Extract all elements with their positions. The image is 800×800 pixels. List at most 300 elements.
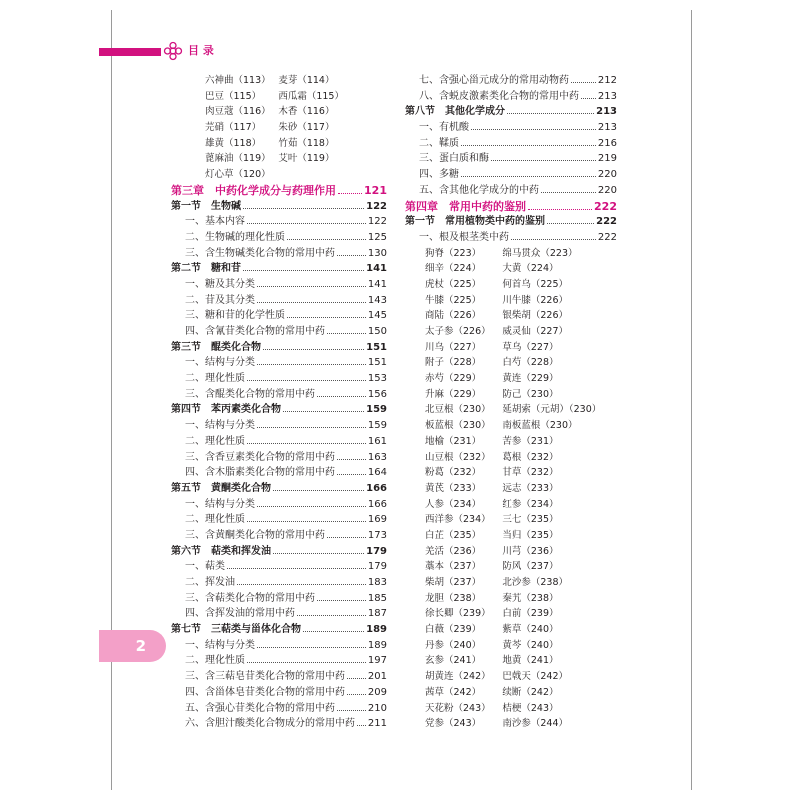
herb-entry: 防己（230） xyxy=(502,388,559,400)
toc-entry-title: 二、鞣质 xyxy=(419,137,459,149)
toc-subsection xyxy=(171,575,387,591)
herb-entry: 紫草（240） xyxy=(502,624,559,636)
toc-page-number: 169 xyxy=(367,514,387,526)
herb-entry: 细辛（224） xyxy=(425,263,482,275)
header-bar xyxy=(99,48,161,56)
toc-entry-title: 七、含强心甾元成分的常用动物药 xyxy=(419,75,569,86)
toc-page-number: 201 xyxy=(367,671,387,683)
toc-leader-dots xyxy=(247,371,366,381)
toc-leader-dots xyxy=(297,606,366,616)
toc-page-number: 159 xyxy=(366,404,387,416)
toc-page-number: 185 xyxy=(367,592,387,604)
toc-leader-dots xyxy=(287,308,366,318)
toc-page-number: 164 xyxy=(367,467,387,479)
toc-subsection xyxy=(171,230,387,246)
herb-entry: 胡黄连（242） xyxy=(425,671,491,683)
toc-subsection xyxy=(171,512,387,528)
toc-entry-title: 五、含其他化学成分的中药 xyxy=(419,184,539,196)
toc-herb-row xyxy=(405,246,617,262)
toc-leader-dots xyxy=(273,544,364,554)
toc-leader-dots xyxy=(237,575,366,585)
toc-subsection xyxy=(405,151,617,167)
toc-subsection xyxy=(171,606,387,622)
herb-entry: 南沙参（244） xyxy=(502,718,569,730)
toc-herb-row xyxy=(405,701,617,717)
toc-entry-title: 第二节 糖和苷 xyxy=(171,263,241,275)
herb-entry: 防风（237） xyxy=(502,561,559,573)
herb-entry: 远志（233） xyxy=(502,482,559,494)
herb-entry: 木香（116） xyxy=(278,106,335,118)
toc-leader-dots xyxy=(507,104,594,114)
toc-herb-row xyxy=(405,434,617,450)
toc-leader-dots xyxy=(461,167,596,177)
toc-subsection xyxy=(171,418,387,434)
toc-entry-title: 第三章 中药化学成分与药理作用 xyxy=(171,183,336,197)
toc-entry-title: 四、多糖 xyxy=(419,169,459,181)
toc-page-number: 151 xyxy=(366,341,387,353)
toc-entry-title: 二、理化性质 xyxy=(185,373,245,385)
toc-page-number: 122 xyxy=(366,200,387,212)
toc-leader-dots xyxy=(337,701,366,711)
toc-herb-row xyxy=(405,418,617,434)
toc-herb-row xyxy=(171,89,387,105)
toc-subsection xyxy=(171,434,387,450)
toc-entry-title: 二、生物碱的理化性质 xyxy=(185,231,285,243)
toc-leader-dots xyxy=(287,230,366,240)
toc-page-number: 121 xyxy=(364,183,387,197)
toc-herb-row xyxy=(405,575,617,591)
toc-right-column xyxy=(405,73,617,732)
toc-entry-title: 第四节 苯丙素类化合物 xyxy=(171,404,281,416)
herb-entry: 商陆（226） xyxy=(425,310,482,322)
herb-entry: 地黄（241） xyxy=(502,655,559,667)
toc-leader-dots xyxy=(283,402,364,412)
herb-entry: 川芎（236） xyxy=(502,545,559,557)
toc-herb-row xyxy=(405,653,617,669)
toc-entry-title: 六、含胆汁酸类化合物成分的常用中药 xyxy=(185,718,355,730)
herb-entry: 大黄（224） xyxy=(502,263,559,275)
toc-entry-title: 三、糖和苷的化学性质 xyxy=(185,310,285,322)
toc-leader-dots xyxy=(327,324,366,334)
toc-leader-dots xyxy=(243,261,364,271)
herb-entry: 何首乌（225） xyxy=(502,278,569,290)
toc-entry-title: 三、含生物碱类化合物的常用中药 xyxy=(185,247,335,259)
herb-entry: 板蓝根（230） xyxy=(425,420,491,432)
toc-entry-title: 二、挥发油 xyxy=(185,577,235,588)
toc-herb-row xyxy=(405,371,617,387)
toc-page-number: 161 xyxy=(367,435,387,447)
toc-entry-title: 四、含挥发油的常用中药 xyxy=(185,608,295,620)
toc-page-number: 183 xyxy=(367,577,387,588)
toc-leader-dots xyxy=(247,434,366,444)
toc-page-number: 145 xyxy=(367,310,387,322)
toc-page-number: 187 xyxy=(367,608,387,620)
toc-page-number: 156 xyxy=(367,388,387,400)
herb-entry: 威灵仙（227） xyxy=(502,326,569,337)
herb-entry xyxy=(278,167,387,183)
toc-page-number: 189 xyxy=(366,624,387,636)
toc-entry-title: 三、含三萜皂苷类化合物的常用中药 xyxy=(185,671,345,683)
herb-entry: 川乌（227） xyxy=(425,341,482,353)
toc-leader-dots xyxy=(303,622,364,632)
toc-leader-dots xyxy=(491,151,596,161)
toc-subsection xyxy=(171,701,387,717)
toc-leader-dots xyxy=(541,183,596,193)
toc-page-number: 130 xyxy=(367,247,387,259)
toc-subsection xyxy=(171,528,387,544)
toc-entry-title: 三、含香豆素类化合物的常用中药 xyxy=(185,451,335,463)
toc-page-number: 166 xyxy=(366,482,387,494)
herb-entry: 绵马贯众（223） xyxy=(502,247,578,259)
toc-entry-title: 五、含强心苷类化合物的常用中药 xyxy=(185,702,335,714)
herb-entry: 竹茹（118） xyxy=(278,137,335,149)
herb-entry: 白前（239） xyxy=(502,608,559,620)
toc-entry-title: 一、萜类 xyxy=(185,561,225,573)
toc-herb-row xyxy=(405,544,617,560)
toc-leader-dots xyxy=(227,559,366,569)
toc-subsection xyxy=(405,136,617,152)
toc-page-number: 163 xyxy=(367,451,387,463)
toc-page-number: 213 xyxy=(597,122,617,134)
herb-entry: 粉葛（232） xyxy=(425,467,482,479)
toc-leader-dots xyxy=(471,120,596,130)
toc-herb-row xyxy=(171,120,387,136)
toc-leader-dots xyxy=(347,669,366,679)
toc-page-number: 179 xyxy=(367,561,387,573)
toc-leader-dots xyxy=(247,653,366,663)
herb-entry: 虎杖（225） xyxy=(425,278,482,290)
toc-leader-dots xyxy=(257,638,366,648)
toc-subsection xyxy=(171,324,387,340)
toc-herb-row xyxy=(405,622,617,638)
header-title: 目 录 xyxy=(188,44,214,57)
toc-page-number: 166 xyxy=(367,498,387,510)
herb-entry: 麦芽（114） xyxy=(278,75,335,86)
toc-page-number: 173 xyxy=(367,529,387,541)
toc-page-number: 122 xyxy=(367,216,387,228)
toc-herb-row xyxy=(405,261,617,277)
toc-leader-dots xyxy=(347,685,366,695)
herb-entry: 蓖麻油（119） xyxy=(205,153,271,165)
herb-entry: 北豆根（230） xyxy=(425,404,491,416)
toc-herb-row xyxy=(405,716,617,732)
toc-subsection xyxy=(171,638,387,654)
toc-section xyxy=(171,481,387,497)
toc-leader-dots xyxy=(571,73,596,83)
toc-entry-title: 第六节 萜类和挥发油 xyxy=(171,545,271,557)
herb-entry: 葛根（232） xyxy=(502,451,559,463)
toc-leader-dots xyxy=(327,528,366,538)
toc-leader-dots xyxy=(317,387,366,397)
toc-entry-title: 第七节 三萜类与甾体化合物 xyxy=(171,624,301,636)
toc-leader-dots xyxy=(547,214,594,224)
herb-entry: 升麻（229） xyxy=(425,388,482,400)
herb-entry: 柴胡（237） xyxy=(425,577,482,588)
toc-section xyxy=(171,340,387,356)
herb-entry: 徐长卿（239） xyxy=(425,608,491,620)
toc-entry-title: 四、含氰苷类化合物的常用中药 xyxy=(185,326,325,337)
toc-entry-title: 二、理化性质 xyxy=(185,655,245,667)
toc-subsection xyxy=(171,277,387,293)
toc-page-number: 222 xyxy=(596,216,617,228)
herb-entry: 西洋参（234） xyxy=(425,514,491,526)
toc-page-number: 219 xyxy=(597,153,617,165)
toc-leader-dots xyxy=(257,355,366,365)
toc-leader-dots xyxy=(243,199,364,209)
toc-page-number: 143 xyxy=(367,294,387,306)
herb-entry: 龙胆（238） xyxy=(425,592,482,604)
toc-herb-row xyxy=(405,669,617,685)
herb-entry: 当归（235） xyxy=(502,529,559,541)
toc-page-number: 222 xyxy=(597,231,617,243)
herb-entry: 灯心草（120） xyxy=(205,169,271,181)
toc-page-number: 150 xyxy=(367,326,387,337)
toc-leader-dots xyxy=(357,716,366,726)
herb-entry: 桔梗（243） xyxy=(502,702,559,714)
toc-subsection xyxy=(405,167,617,183)
toc-herb-row xyxy=(405,340,617,356)
toc-herb-row xyxy=(405,528,617,544)
toc-section xyxy=(171,199,387,215)
toc-page-number: 209 xyxy=(367,686,387,698)
herb-entry: 南板蓝根（230） xyxy=(502,420,578,432)
herb-entry: 茜草（242） xyxy=(425,686,482,698)
toc-entry-title: 一、结构与分类 xyxy=(185,420,255,432)
toc-subsection xyxy=(171,497,387,513)
toc-subsection xyxy=(171,214,387,230)
herb-entry: 六神曲（113） xyxy=(205,75,271,86)
toc-section xyxy=(405,214,617,230)
herb-entry: 天花粉（243） xyxy=(425,702,491,714)
toc-subsection xyxy=(171,387,387,403)
toc-entry-title: 一、结构与分类 xyxy=(185,639,255,651)
toc-leader-dots xyxy=(247,512,366,522)
herb-entry: 甘草（232） xyxy=(502,467,559,479)
toc-entry-title: 八、含蜕皮激素类化合物的常用中药 xyxy=(419,90,579,102)
toc-page-number: 141 xyxy=(366,263,387,275)
herb-entry: 太子参（226） xyxy=(425,326,491,337)
herb-entry: 川牛膝（226） xyxy=(502,294,569,306)
toc-left-column xyxy=(171,73,387,732)
toc-leader-dots xyxy=(257,277,366,287)
toc-page-number: 125 xyxy=(367,231,387,243)
toc-entry-title: 三、含萜类化合物的常用中药 xyxy=(185,592,315,604)
herb-entry: 牛膝（225） xyxy=(425,294,482,306)
toc-leader-dots xyxy=(317,591,366,601)
toc-herb-row xyxy=(405,606,617,622)
herb-entry: 人参（234） xyxy=(425,498,482,510)
toc-subsection xyxy=(171,716,387,732)
toc-subsection xyxy=(405,89,617,105)
toc-subsection xyxy=(171,355,387,371)
herb-entry: 黄连（229） xyxy=(502,373,559,385)
toc-section xyxy=(171,261,387,277)
toc-page-number: 212 xyxy=(597,75,617,86)
page-number-tab xyxy=(99,630,166,662)
toc-herb-row xyxy=(171,167,387,183)
toc-herb-row xyxy=(405,293,617,309)
toc-herb-row xyxy=(405,387,617,403)
toc-entry-title: 四、含木脂素类化合物的常用中药 xyxy=(185,467,335,479)
toc-herb-row xyxy=(405,308,617,324)
toc-chapter xyxy=(405,199,617,215)
toc-herb-row xyxy=(405,685,617,701)
herb-entry: 芫硝（117） xyxy=(205,122,262,134)
toc-subsection xyxy=(405,120,617,136)
toc-entry-title: 三、含醌类化合物的常用中药 xyxy=(185,388,315,400)
toc-subsection xyxy=(171,246,387,262)
toc-entry-title: 二、理化性质 xyxy=(185,435,245,447)
toc-leader-dots xyxy=(273,481,364,491)
toc-page-number: 220 xyxy=(597,184,617,196)
herb-entry: 丹参（240） xyxy=(425,639,482,651)
toc-leader-dots xyxy=(511,230,596,240)
toc-herb-row xyxy=(405,465,617,481)
toc-section xyxy=(171,622,387,638)
toc-leader-dots xyxy=(581,89,596,99)
toc-page-number: 222 xyxy=(594,199,617,213)
toc-herb-row xyxy=(171,136,387,152)
toc-page-number: 213 xyxy=(597,90,617,102)
toc-page-number: 210 xyxy=(367,702,387,714)
page-number: 2 xyxy=(135,637,146,655)
toc-herb-row xyxy=(405,497,617,513)
toc-herb-row xyxy=(171,151,387,167)
toc-herb-row xyxy=(405,450,617,466)
toc-subsection xyxy=(171,669,387,685)
herb-entry: 肉豆蔻（116） xyxy=(205,106,271,118)
herb-entry: 黄芪（233） xyxy=(425,482,482,494)
toc-page-number: 179 xyxy=(366,545,387,557)
toc-entry-title: 一、有机酸 xyxy=(419,122,469,134)
toc-page-number: 216 xyxy=(597,137,617,149)
herb-entry: 地榆（231） xyxy=(425,435,482,447)
toc-entry-title: 一、糖及其分类 xyxy=(185,278,255,290)
toc-page-number: 151 xyxy=(367,357,387,369)
toc-herb-row xyxy=(405,402,617,418)
toc-herb-row xyxy=(405,638,617,654)
toc-entry-title: 二、苷及其分类 xyxy=(185,294,255,306)
toc-herb-row xyxy=(405,277,617,293)
toc-subsection xyxy=(171,293,387,309)
toc-subsection xyxy=(171,308,387,324)
flower-icon xyxy=(163,41,183,61)
toc-herb-row xyxy=(171,104,387,120)
toc-page-number: 189 xyxy=(367,639,387,651)
toc-page-number: 141 xyxy=(367,278,387,290)
herb-entry: 狗脊（223） xyxy=(425,247,482,259)
toc-leader-dots xyxy=(257,293,366,303)
toc-entry-title: 一、结构与分类 xyxy=(185,498,255,510)
toc-entry-title: 三、蛋白质和酶 xyxy=(419,153,489,165)
toc-section xyxy=(171,402,387,418)
herb-entry: 藁本（237） xyxy=(425,561,482,573)
herb-entry: 白芍（228） xyxy=(502,357,559,369)
herb-entry: 白芷（235） xyxy=(425,529,482,541)
toc-chapter xyxy=(171,183,387,199)
herb-entry: 西瓜霜（115） xyxy=(278,90,344,102)
toc-section xyxy=(171,544,387,560)
herb-entry: 银柴胡（226） xyxy=(502,310,569,322)
toc-subsection xyxy=(171,450,387,466)
toc-leader-dots xyxy=(257,497,366,507)
toc-page-number: 213 xyxy=(596,106,617,118)
herb-entry: 雄黄（118） xyxy=(205,137,262,149)
toc-herb-row xyxy=(405,512,617,528)
toc-subsection xyxy=(171,653,387,669)
toc-subsection xyxy=(171,465,387,481)
herb-entry: 玄参（241） xyxy=(425,655,482,667)
toc-page-number: 159 xyxy=(367,420,387,432)
herb-entry: 黄芩（240） xyxy=(502,639,559,651)
herb-entry: 白薇（239） xyxy=(425,624,482,636)
toc-leader-dots xyxy=(263,340,364,350)
toc-entry-title: 一、结构与分类 xyxy=(185,357,255,369)
toc-herb-row xyxy=(405,591,617,607)
toc-subsection xyxy=(171,559,387,575)
toc-page-number: 211 xyxy=(367,718,387,730)
toc-entry-title: 第三节 醌类化合物 xyxy=(171,341,261,353)
herb-entry: 艾叶（119） xyxy=(278,153,335,165)
herb-entry: 苦参（231） xyxy=(502,435,559,447)
toc-leader-dots xyxy=(461,136,596,146)
toc-leader-dots xyxy=(337,465,366,475)
toc-entry-title: 二、理化性质 xyxy=(185,514,245,526)
toc-page-number: 153 xyxy=(367,373,387,385)
herb-entry: 秦艽（238） xyxy=(502,592,559,604)
herb-entry: 草乌（227） xyxy=(502,341,559,353)
toc-subsection xyxy=(171,591,387,607)
toc-leader-dots xyxy=(337,450,366,460)
toc-subsection xyxy=(405,73,617,89)
herb-entry: 山豆根（232） xyxy=(425,451,491,463)
herb-entry: 三七（235） xyxy=(502,514,559,526)
toc-page-number: 220 xyxy=(597,169,617,181)
toc-leader-dots xyxy=(337,246,366,256)
herb-entry: 羌活（236） xyxy=(425,545,482,557)
toc-page-number: 197 xyxy=(367,655,387,667)
toc-entry-title: 一、基本内容 xyxy=(185,216,245,228)
toc-entry-title: 三、含黄酮类化合物的常用中药 xyxy=(185,529,325,541)
toc-entry-title: 第八节 其他化学成分 xyxy=(405,106,505,118)
herb-entry: 巴豆（115） xyxy=(205,90,262,102)
toc-entry-title: 第一节 常用植物类中药的鉴别 xyxy=(405,216,545,228)
toc-herb-row xyxy=(405,324,617,340)
toc-herb-row xyxy=(405,355,617,371)
toc-entry-title: 第四章 常用中药的鉴别 xyxy=(405,199,526,213)
toc-subsection xyxy=(171,371,387,387)
herb-entry: 续断（242） xyxy=(502,686,559,698)
herb-entry: 红参（234） xyxy=(502,498,559,510)
herb-entry: 朱砂（117） xyxy=(278,122,335,134)
toc-leader-dots xyxy=(338,184,362,194)
toc-subsection xyxy=(171,685,387,701)
toc-leader-dots xyxy=(528,200,592,210)
toc-herb-row xyxy=(171,73,387,89)
herb-entry: 巴戟天（242） xyxy=(502,671,569,683)
herb-entry: 北沙参（238） xyxy=(502,577,569,588)
toc-herb-row xyxy=(405,481,617,497)
herb-entry: 附子（228） xyxy=(425,357,482,369)
toc-entry-title: 第一节 生物碱 xyxy=(171,200,241,212)
toc-entry-title: 第五节 黄酮类化合物 xyxy=(171,482,271,494)
toc-herb-row xyxy=(405,559,617,575)
toc-subsection xyxy=(405,183,617,199)
toc-section xyxy=(405,104,617,120)
herb-entry: 延胡索（元胡）（230） xyxy=(502,404,602,416)
toc-entry-title: 一、根及根茎类中药 xyxy=(419,231,509,243)
toc-entry-title: 四、含甾体皂苷类化合物的常用中药 xyxy=(185,686,345,698)
